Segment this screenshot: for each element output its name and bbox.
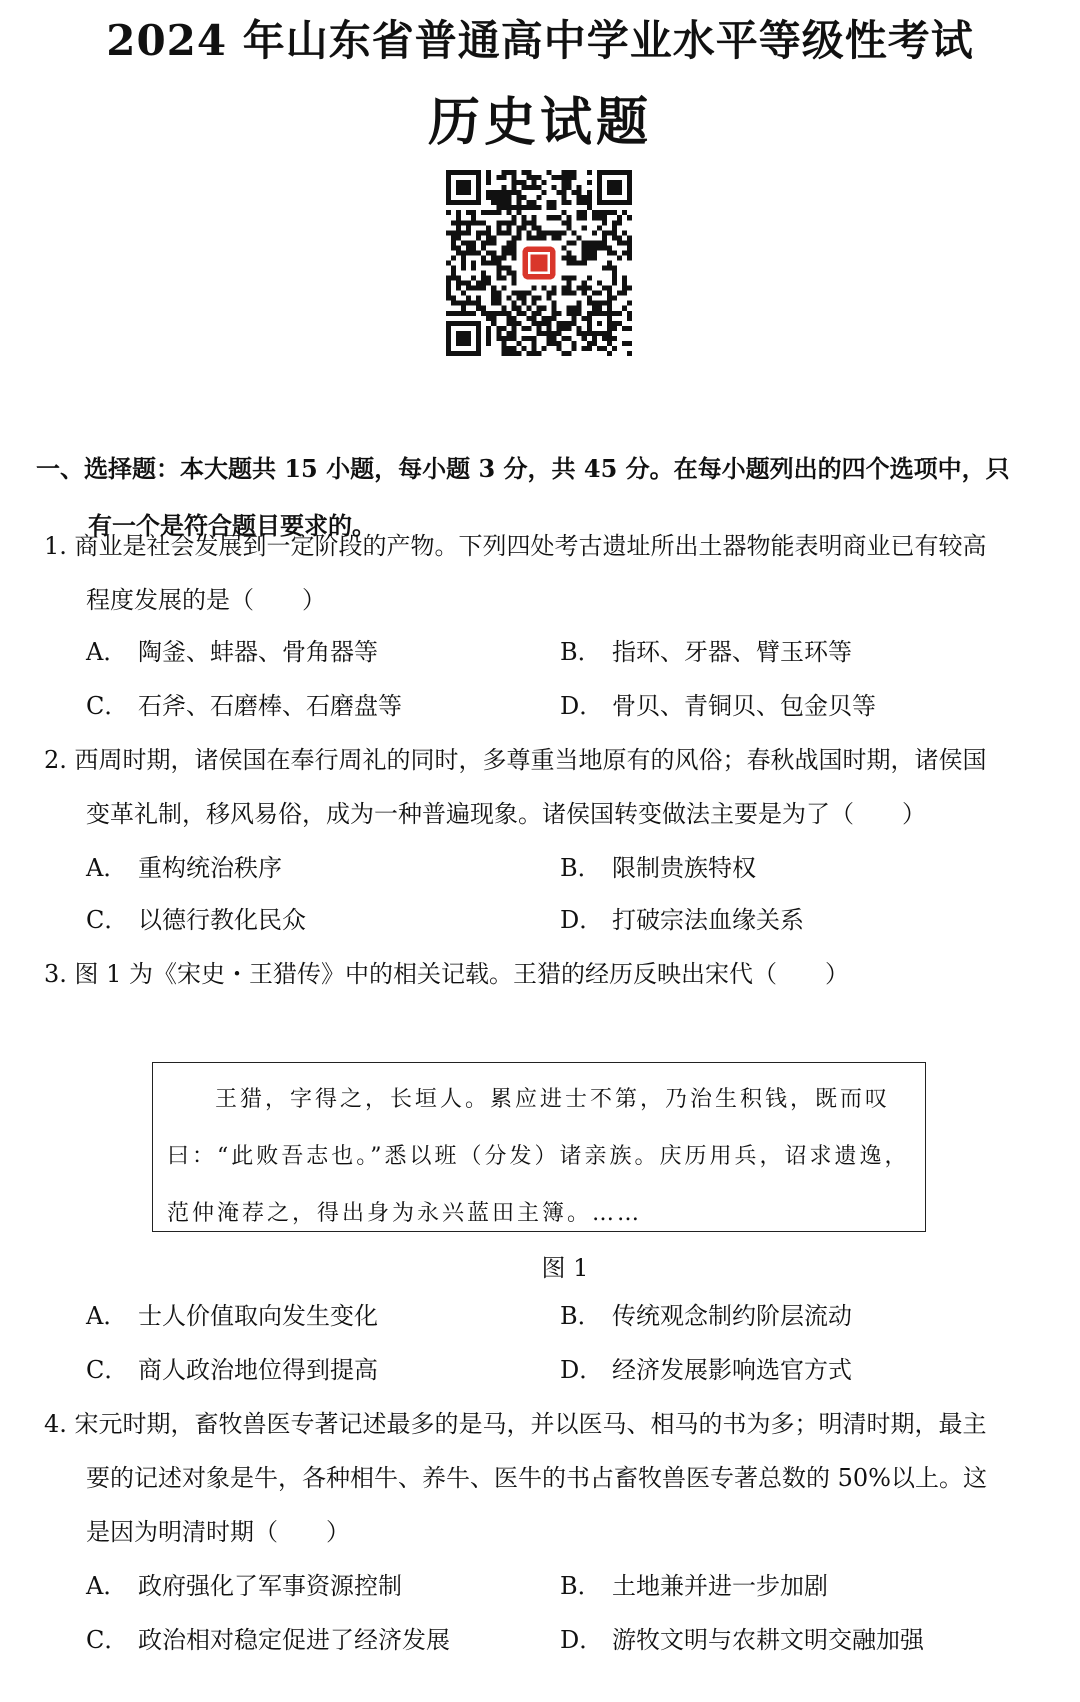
quote-line-2: 曰：“此败吾志也。”悉以班（分发）诸亲族。庆历用兵，诏求遗逸， xyxy=(167,1144,910,1169)
option-text: 政治相对稳定促进了经济发展 xyxy=(138,1626,450,1654)
question-2-stem-line-2: 变革礼制，移风易俗，成为一种普遍现象。诸侯国转变做法主要是为了（ ） xyxy=(86,800,926,828)
option-text: 骨贝、青铜贝、包金贝等 xyxy=(612,692,876,720)
qr-center-logo-icon xyxy=(522,246,555,279)
option-letter: C． xyxy=(86,1626,129,1654)
option-letter: B． xyxy=(560,638,602,666)
option-letter: C． xyxy=(86,906,129,934)
question-1-option-c[interactable] xyxy=(86,690,402,722)
exam-title: 2024 年山东省普通高中学业水平等级性考试 xyxy=(106,16,974,65)
question-4-option-d[interactable] xyxy=(560,1624,924,1656)
question-2-option-b[interactable] xyxy=(560,852,756,884)
question-2-option-d[interactable] xyxy=(560,904,804,936)
question-2-option-c[interactable] xyxy=(86,904,306,936)
question-4-stem-line-2: 要的记述对象是牛，各种相牛、养牛、医牛的书占畜牧兽医专著总数的 50%以上。这 xyxy=(86,1464,987,1492)
option-letter: A． xyxy=(86,1572,128,1600)
question-4-option-a[interactable] xyxy=(86,1570,402,1602)
option-text: 石斧、石磨棒、石磨盘等 xyxy=(138,692,402,720)
question-1-option-d[interactable] xyxy=(560,690,876,722)
section-line-1: 一、选择题：本大题共 15 小题，每小题 3 分，共 45 分。在每小题列出的四个选项中，只 xyxy=(36,454,1010,483)
option-text: 陶釜、蚌器、骨角器等 xyxy=(138,638,378,666)
option-letter: B． xyxy=(560,854,602,882)
option-text: 政府强化了军事资源控制 xyxy=(138,1572,402,1600)
option-letter: D． xyxy=(560,1356,604,1384)
option-letter: D． xyxy=(560,906,604,934)
option-text: 限制贵族特权 xyxy=(612,854,756,882)
question-3-option-b[interactable] xyxy=(560,1300,852,1332)
option-letter: B． xyxy=(560,1572,602,1600)
quote-line-3: 范仲淹荐之，得出身为永兴蓝田主簿。…… xyxy=(167,1201,643,1226)
option-text: 重构统治秩序 xyxy=(138,854,282,882)
question-4-option-b[interactable] xyxy=(560,1570,828,1602)
option-letter: A． xyxy=(86,1302,128,1330)
question-1-option-a[interactable] xyxy=(86,636,378,668)
option-text: 以德行教化民众 xyxy=(138,906,306,934)
question-4-stem-line-1: 4. 宋元时期，畜牧兽医专著记述最多的是马，并以医马、相马的书为多；明清时期，最主 xyxy=(44,1410,987,1438)
question-3-option-d[interactable] xyxy=(560,1354,852,1386)
question-3-stem-line-1: 3. 图 1 为《宋史・王猎传》中的相关记载。王猎的经历反映出宋代（ ） xyxy=(44,960,850,988)
option-letter: B． xyxy=(560,1302,602,1330)
option-text: 指环、牙器、臂玉环等 xyxy=(612,638,852,666)
option-text: 商人政治地位得到提高 xyxy=(138,1356,378,1384)
option-letter: D． xyxy=(560,1626,604,1654)
quote-box xyxy=(152,1062,926,1232)
option-text: 土地兼并进一步加剧 xyxy=(612,1572,828,1600)
section-line-2: 有一个是符合题目要求的。 xyxy=(88,511,376,540)
question-1-stem-line-2: 程度发展的是（ ） xyxy=(86,586,326,614)
question-4-stem-line-3: 是因为明清时期（ ） xyxy=(86,1518,350,1546)
option-text: 传统观念制约阶层流动 xyxy=(612,1302,852,1330)
option-text: 经济发展影响选官方式 xyxy=(612,1356,852,1384)
option-letter: A． xyxy=(86,638,128,666)
option-letter: C． xyxy=(86,1356,129,1384)
option-letter: A． xyxy=(86,854,128,882)
question-2-option-a[interactable] xyxy=(86,852,282,884)
option-text: 打破宗法血缘关系 xyxy=(612,906,804,934)
question-3-option-c[interactable] xyxy=(86,1354,378,1386)
qr-code-icon xyxy=(446,170,632,356)
exam-subtitle: 历史试题 xyxy=(427,92,652,153)
option-letter: D． xyxy=(560,692,604,720)
option-letter: C． xyxy=(86,692,129,720)
option-text: 游牧文明与农耕文明交融加强 xyxy=(612,1626,924,1654)
quote-line-1: 王猎，字得之，长垣人。累应进士不第，乃治生积钱，既而叹 xyxy=(215,1087,891,1112)
figure-caption: 图 1 xyxy=(541,1254,589,1282)
question-3-option-a[interactable] xyxy=(86,1300,378,1332)
option-text: 士人价值取向发生变化 xyxy=(138,1302,378,1330)
question-1-option-b[interactable] xyxy=(560,636,852,668)
question-4-option-c[interactable] xyxy=(86,1624,450,1656)
question-2-stem-line-1: 2. 西周时期，诸侯国在奉行周礼的同时，多尊重当地原有的风俗；春秋战国时期，诸侯国 xyxy=(44,746,987,774)
question-1-stem-line-1: 1. 商业是社会发展到一定阶段的产物。下列四处考古遗址所出土器物能表明商业已有较高 xyxy=(44,532,987,560)
